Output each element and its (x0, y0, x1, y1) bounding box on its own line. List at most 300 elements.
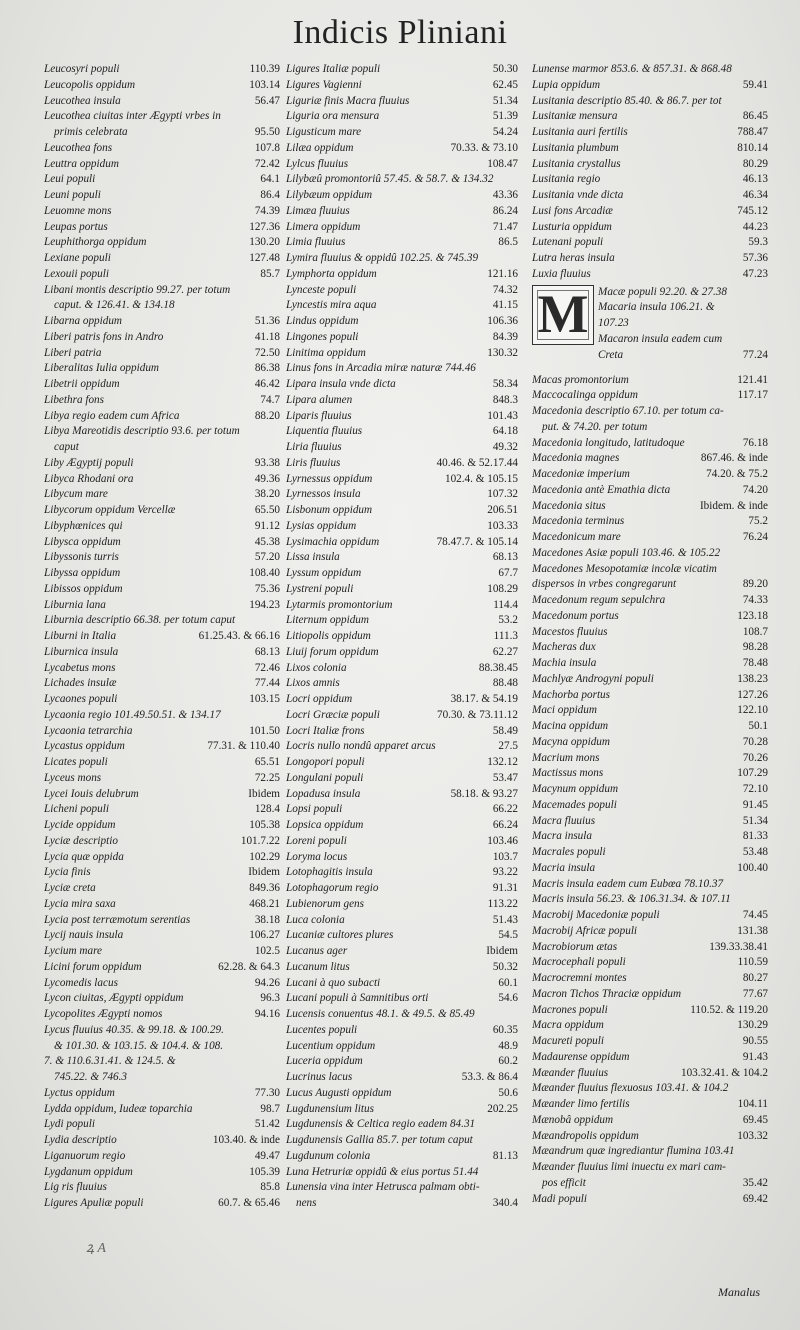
entry-reference: 102.4. & 105.15 (444, 472, 518, 485)
index-entry (44, 692, 280, 708)
pencil-marginalia: ꝝ A (86, 1241, 106, 1256)
entry-reference: 91.31 (492, 882, 518, 894)
entry-reference: 103.33 (487, 519, 518, 532)
entry-reference: 139.33.38.41 (709, 940, 768, 953)
entry-reference: 74.20. & 75.2 (706, 468, 768, 480)
entry-reference: 51.42 (254, 1118, 280, 1131)
index-entry (44, 267, 280, 283)
entry-term: Locri Græciæ populi (286, 708, 380, 721)
entry-reference: 57.36 (742, 252, 768, 264)
entry-reference: 74.20 (742, 483, 768, 496)
entry-reference: 340.4 (492, 1197, 518, 1209)
entry-term: Lycia mira saxa (44, 897, 116, 910)
index-entry (286, 1086, 518, 1102)
entry-term: Libya regio eadem cum Africa (44, 409, 180, 422)
index-entry (532, 955, 768, 971)
index-entry (532, 609, 768, 625)
entry-reference: 94.16 (254, 1008, 280, 1020)
entry-term: Lilæa oppidum (286, 141, 354, 154)
entry-reference: 130.32 (487, 346, 518, 359)
entry-reference: 58.34 (492, 378, 518, 390)
entry-term: Lucrinus lacus (286, 1071, 353, 1083)
entry-term: Liuij forum oppidum (286, 645, 379, 658)
index-entry (532, 204, 768, 220)
entry-term: Macra insula (532, 830, 592, 843)
entry-reference: 67.7 (498, 567, 518, 579)
entry-term: Lycus fluuius 40.35. & 99.18. & 100.29. (44, 1023, 224, 1036)
entry-reference: 75.36 (254, 582, 280, 595)
entry-reference: 41.15 (492, 299, 518, 312)
index-entry (532, 877, 768, 893)
entry-reference: 50.32 (492, 960, 518, 973)
entry-term: Lopadusa insula (286, 787, 361, 800)
entry-term: Leucopolis oppidum (44, 78, 136, 91)
entry-reference: 123.18 (737, 609, 768, 622)
index-entry (286, 1180, 518, 1212)
entry-term: Lycia quæ oppida (44, 850, 124, 863)
entry-reference: 194.23 (249, 598, 280, 611)
entry-reference: 101.43 (487, 409, 518, 422)
entry-reference: 74.33 (742, 594, 768, 606)
entry-reference: 69.45 (742, 1113, 768, 1126)
entry-term: Libani montis descriptio 99.27. per totum (44, 283, 231, 296)
index-entry (532, 1129, 768, 1145)
entry-reference: 468.21 (249, 897, 280, 910)
index-entry (532, 94, 768, 110)
index-entry (286, 535, 518, 551)
index-entry (44, 708, 280, 724)
entry-reference: 117.17 (737, 389, 768, 402)
entry-reference: 75.2 (748, 515, 768, 528)
entry-term: Locri Italiæ frons (286, 724, 365, 737)
entry-term: Lexouii populi (44, 267, 109, 280)
index-entry (44, 519, 280, 535)
entry-reference: 98.7 (260, 1102, 280, 1115)
index-entry (286, 944, 518, 960)
index-entry (286, 283, 518, 299)
index-entry (44, 834, 280, 850)
index-entry (44, 787, 280, 803)
entry-term: Lydia descriptio (44, 1134, 117, 1146)
index-entry (286, 519, 518, 535)
index-entry (286, 1007, 518, 1023)
index-entry (532, 267, 768, 283)
entry-term: Linus fons in Arcadia miræ naturæ 744.46 (286, 362, 476, 375)
index-entry (598, 348, 768, 364)
entry-reference: 58.49 (492, 724, 518, 737)
entry-term: Lycia post terræmotum serentias (44, 913, 191, 926)
index-entry (44, 739, 280, 755)
index-entry (286, 566, 518, 582)
index-column-middle (286, 62, 518, 1212)
entry-reference: 51.43 (492, 913, 518, 926)
entry-term: Lutra heras insula (532, 252, 615, 264)
index-entry (532, 404, 768, 436)
entry-reference: 41.18 (254, 330, 280, 343)
index-entry (44, 62, 280, 78)
entry-reference: Ibidem (486, 945, 518, 957)
index-entry (532, 546, 768, 562)
index-entry (598, 332, 768, 348)
index-entry (532, 220, 768, 236)
index-entry (286, 409, 518, 425)
entry-reference: 86.24 (492, 204, 518, 217)
entry-term: Macra fluuius (532, 814, 596, 827)
entry-term: Libyssonis turris (44, 551, 119, 564)
entry-reference: 54.24 (492, 126, 518, 138)
index-entry (286, 472, 518, 488)
entry-term: Lyrnessus oppidum (286, 472, 373, 485)
entry-reference: 44.23 (742, 220, 768, 233)
entry-term: Lysimachia oppidum (286, 535, 380, 548)
entry-reference: 103.14 (249, 78, 280, 91)
index-entry (44, 361, 280, 377)
index-entry (286, 991, 518, 1007)
entry-term: Loryma locus (286, 850, 348, 863)
entry-reference: 77.30 (254, 1086, 280, 1099)
entry-term: Lyciæ descriptio (44, 834, 118, 847)
entry-reference: 71.47 (492, 220, 518, 233)
entry-term: Lugdunum colonia (286, 1149, 371, 1162)
entry-term: Macynum oppidum (532, 783, 619, 795)
entry-term: Lyciæ creta (44, 882, 96, 894)
entry-reference: 96.3 (260, 992, 280, 1005)
entry-term: Lucentes populi (286, 1023, 358, 1036)
index-entry (44, 377, 280, 393)
entry-term: Luna Hetruriæ oppidû & eius portus 51.44 (286, 1165, 479, 1178)
entry-reference: 66.22 (492, 803, 518, 816)
entry-reference: 50.6 (498, 1086, 518, 1099)
entry-term: Libycum mare (44, 488, 108, 501)
entry-reference: 74.39 (254, 204, 280, 217)
entry-reference: 107.32 (487, 488, 518, 501)
entry-term: Limæa fluuius (286, 204, 350, 217)
index-entry (44, 1180, 280, 1196)
entry-reference: 122.10 (737, 704, 768, 717)
entry-term: 7. & 110.6.31.41. & 124.5. & (44, 1055, 176, 1068)
entry-reference: 107.8 (254, 141, 280, 154)
entry-continuation: put. & 74.20. per totum (542, 420, 648, 433)
entry-term: Leuphithorga oppidum (44, 236, 147, 249)
index-entry (532, 703, 768, 719)
entry-term: Lingones populi (286, 330, 359, 343)
entry-term: Leuni populi (44, 189, 101, 201)
index-entry (532, 1144, 768, 1160)
entry-term: Lugdunensis Gallia 85.7. per totum caput (286, 1134, 473, 1146)
index-entry (532, 1192, 768, 1208)
entry-reference: 86.45 (742, 110, 768, 123)
entry-reference: 106.27 (249, 929, 280, 942)
entry-reference: 89.20 (742, 578, 768, 591)
entry-continuation: 745.22. & 746.3 (54, 1071, 128, 1083)
entry-reference: 81.13 (492, 1149, 518, 1162)
page-title: Indicis Pliniani (292, 14, 508, 51)
entry-continuation: pos efficit (542, 1176, 586, 1189)
index-entry (286, 78, 518, 94)
index-entry (44, 724, 280, 740)
entry-term: Libarna oppidum (44, 315, 123, 327)
entry-reference: 91.45 (742, 798, 768, 811)
index-entry (44, 613, 280, 629)
entry-reference: 70.28 (742, 735, 768, 748)
index-entry (286, 629, 518, 645)
entry-term: Macedoniæ imperium (532, 468, 630, 480)
entry-term: Litiopolis oppidum (286, 630, 371, 642)
entry-reference: 108.7 (742, 625, 768, 638)
entry-reference: 61.25.43. & 66.16 (198, 630, 280, 642)
entry-term: Macæ populi 92.20. & 27.38 (598, 285, 727, 298)
index-entry (286, 960, 518, 976)
entry-continuation: nens (296, 1197, 317, 1209)
entry-term: Lycei Iouis delubrum (44, 787, 139, 800)
index-entry (44, 771, 280, 787)
index-entry (532, 157, 768, 173)
entry-term: Lucentium oppidum (286, 1039, 376, 1052)
index-entry (44, 897, 280, 913)
index-entry (286, 1117, 518, 1133)
entry-term: Macrales populi (532, 846, 606, 858)
entry-term: Liganuorum regio (44, 1149, 126, 1162)
index-entry (286, 298, 518, 314)
entry-term: Lycaonia regio 101.49.50.51. & 134.17 (44, 708, 221, 721)
index-entry (532, 593, 768, 609)
entry-term: Lycia finis (44, 866, 91, 879)
index-entry (44, 629, 280, 645)
entry-term: Liberi patria (44, 346, 102, 359)
entry-term: Macrobiorum ætas (532, 940, 618, 953)
entry-term: Lyctus oppidum (44, 1086, 115, 1099)
entry-term: Mactissus mons (532, 767, 604, 780)
index-entry (286, 393, 518, 409)
index-entry (44, 503, 280, 519)
entry-reference: 86.5 (498, 236, 518, 249)
entry-term: Lucani populi à Samnitibus orti (286, 992, 429, 1005)
index-entry (44, 550, 280, 566)
index-entry (532, 172, 768, 188)
entry-reference: 138.23 (737, 672, 768, 685)
entry-reference: 51.36 (254, 315, 280, 327)
index-entry (44, 645, 280, 661)
entry-reference: 84.39 (492, 330, 518, 343)
entry-term: Liby Ægyptij populi (44, 456, 134, 469)
entry-term: Lycon ciuitas, Ægypti oppidum (44, 992, 184, 1005)
entry-term: Madaurense oppidum (532, 1050, 630, 1063)
index-entry (44, 424, 280, 456)
entry-term: Liberi patris fons in Andro (44, 330, 164, 343)
entry-term: Lugdunensis & Celtica regio eadem 84.31 (286, 1118, 476, 1131)
index-entry (532, 109, 768, 125)
index-entry (286, 204, 518, 220)
entry-term: Lysias oppidum (286, 519, 357, 532)
entry-reference: 90.55 (742, 1035, 768, 1047)
entry-reference: 40.46. & 52.17.44 (436, 456, 518, 469)
entry-term: Lotophagorum regio (286, 882, 379, 894)
entry-reference: 77.44 (254, 677, 280, 690)
index-entry (44, 1133, 280, 1149)
index-entry (286, 220, 518, 236)
entry-term: Lusitaniæ mensura (532, 110, 618, 123)
entry-term: Liguriæ finis Macra fluuius (286, 94, 410, 107)
entry-reference: 70.26 (742, 751, 768, 764)
index-entry (532, 1018, 768, 1034)
entry-term: Macron Tichos Thraciæ oppidum (532, 987, 682, 1000)
index-entry (532, 251, 768, 267)
entry-term: Lissa insula (286, 551, 340, 564)
entry-term: Macedonicum mare (532, 531, 621, 543)
index-entry (44, 472, 280, 488)
index-entry (44, 109, 280, 141)
index-entry (286, 456, 518, 472)
index-entry (44, 960, 280, 976)
entry-reference: 121.41 (737, 373, 768, 386)
index-entry (532, 577, 768, 593)
index-entry (286, 1102, 518, 1118)
entry-term: Limia fluuius (286, 236, 346, 249)
entry-reference: 105.38 (249, 819, 280, 831)
entry-term: Loreni populi (286, 834, 347, 847)
entry-reference: Ibidem (248, 866, 280, 879)
entry-reference: 64.18 (492, 425, 518, 438)
entry-reference: 72.25 (254, 771, 280, 784)
entry-reference: 93.38 (254, 456, 280, 469)
index-entry (286, 645, 518, 661)
entry-term: Lyssum oppidum (286, 567, 362, 579)
entry-reference: 88.48 (492, 677, 518, 690)
entry-term: Machia insula (532, 657, 597, 669)
entry-reference: 51.34 (742, 814, 768, 827)
index-entry (286, 865, 518, 881)
index-entry (286, 1070, 518, 1086)
index-entry (286, 251, 518, 267)
entry-reference: 78.48 (742, 657, 768, 669)
index-entry (286, 1165, 518, 1181)
index-entry (532, 499, 768, 515)
entry-term: Lystreni populi (286, 582, 354, 595)
decorated-initial-letter: M (532, 285, 594, 345)
entry-term: Mænobâ oppidum (532, 1113, 614, 1126)
entry-reference: 77.67 (742, 987, 768, 1000)
entry-term: Macrobij Africæ populi (532, 924, 638, 937)
entry-reference: 127.26 (737, 688, 768, 701)
entry-reference: 59.3 (748, 236, 768, 249)
entry-reference: 70.30. & 73.11.12 (436, 708, 518, 721)
entry-term: Leucothea ciuitas inter Ægypti vrbes in (44, 110, 221, 123)
entry-term: Maccocalinga oppidum (532, 389, 638, 402)
entry-term: Madi populi (532, 1192, 588, 1205)
entry-reference: 77.24 (742, 348, 768, 361)
entry-term: Macedonia magnes (532, 452, 620, 465)
entry-term: Machorba portus (532, 688, 611, 701)
entry-term: Leuomne mons (44, 204, 112, 217)
entry-reference: 62.27 (492, 645, 518, 658)
index-entry (532, 1066, 768, 1082)
entry-continuation: caput (54, 441, 79, 453)
entry-term: Macrones populi (532, 1003, 608, 1016)
index-entry (44, 582, 280, 598)
entry-term: Macedonum portus (532, 609, 619, 622)
entry-reference: 106.36 (487, 315, 518, 327)
index-entry (286, 661, 518, 677)
entry-reference: 810.14 (737, 141, 768, 154)
index-column-right (532, 62, 768, 1207)
entry-term: Leucosyri populi (44, 63, 120, 75)
index-entry (532, 971, 768, 987)
entry-reference: 46.34 (742, 189, 768, 201)
entry-term: Liburnia descriptio 66.38. per totum caput (44, 614, 236, 627)
entry-reference: 206.51 (487, 504, 518, 516)
entry-term: Lilybæum oppidum (286, 189, 373, 201)
index-entry (286, 267, 518, 283)
index-entry (44, 78, 280, 94)
entry-term: Macedonia descriptio 67.10. per totum ca- (532, 405, 724, 417)
index-entry (286, 897, 518, 913)
entry-reference: 788.47 (737, 126, 768, 138)
entry-term: Lycide oppidum (44, 819, 116, 831)
entry-reference: 848.3 (492, 393, 518, 406)
entry-term: Lyceus mons (44, 771, 102, 784)
entry-term: Liquentia fluuius (286, 425, 363, 438)
index-entry (532, 814, 768, 830)
entry-term: Lucensis conuentus 48.1. & 49.5. & 85.49 (286, 1008, 475, 1020)
entry-reference: 50.1 (748, 720, 768, 732)
index-entry (286, 692, 518, 708)
index-entry (532, 751, 768, 767)
index-entry (44, 172, 280, 188)
entry-term: Lygdanum oppidum (44, 1165, 133, 1178)
index-entry (532, 373, 768, 389)
index-entry (532, 436, 768, 452)
entry-reference: 132.12 (487, 756, 518, 768)
entry-term: Lusitania descriptio 85.40. & 86.7. per tot (532, 94, 722, 107)
entry-reference: 72.10 (742, 783, 768, 795)
index-entry (286, 314, 518, 330)
index-entry (286, 1054, 518, 1070)
entry-term: 107.23 (598, 317, 629, 329)
index-entry (44, 818, 280, 834)
entry-term: Lymira fluuius & oppidû 102.25. & 745.39 (286, 252, 479, 264)
entry-reference: 98.28 (742, 641, 768, 654)
index-entry (532, 388, 768, 404)
index-entry (532, 892, 768, 908)
index-entry (44, 251, 280, 267)
entry-term: Macaron insula eadem cum (598, 332, 723, 345)
entry-term: Liparis fluuius (286, 409, 352, 422)
index-column-left (44, 62, 280, 1212)
entry-term: Mæander fluuius flexuosus 103.41. & 104.2 (532, 1082, 729, 1095)
index-entry (44, 393, 280, 409)
index-entry (286, 881, 518, 897)
index-entry (532, 656, 768, 672)
entry-term: Lyncestis mira aqua (286, 299, 377, 312)
decorated-initial-block (532, 285, 768, 371)
entry-term: Mæander limo fertilis (532, 1098, 630, 1110)
entry-term: Lycabetus mons (44, 661, 116, 674)
entry-term: Luca colonia (286, 913, 345, 926)
entry-reference: 103.32 (737, 1129, 768, 1142)
index-entry (532, 1097, 768, 1113)
index-entry (286, 125, 518, 141)
entry-reference: 72.42 (254, 157, 280, 170)
entry-reference: 102.5 (254, 945, 280, 957)
entry-reference: 121.16 (487, 267, 518, 280)
entry-term: Liburni in Italia (44, 630, 117, 642)
entry-reference: 88.20 (254, 409, 280, 422)
entry-term: Liternum oppidum (286, 614, 369, 627)
entry-reference: 867.46. & inde (700, 452, 768, 465)
index-entry (44, 676, 280, 692)
entry-term: Libycorum oppidum Vercellæ (44, 504, 176, 516)
entry-term: Lusitania auri fertilis (532, 126, 628, 138)
